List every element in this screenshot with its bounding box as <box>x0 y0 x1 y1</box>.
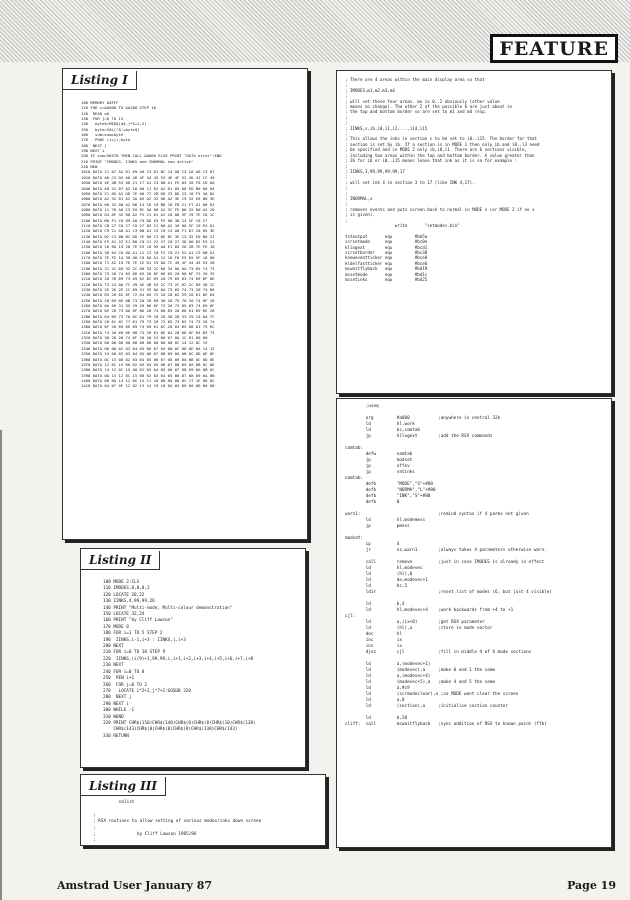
listing-1-box <box>62 68 308 540</box>
asm-bottom-code: ;useq org #a000 ;anywhere in central 32k ld hl,work ld bc,comtab jp kllogext ;add the RSX commands comtab: defw namtab jp modset jp offev jp setinks namtab: defb "MODE","S"+#80 defb "NORMA","L"+#80 defb "INK","S"+#80 defb 0 warn1: ;remind syntax if 4 parms not given ld hl,modemess jp pmess modset: cp 4 jr nz,warn1 ;always takes 4 parameters otherwise warn. call remove ;just in case IMODES is already in effect ld hl,modevec ld (hl),0 ld de,modevec+1 ld bc,5 ldir ;reset list of modes (6, but just 4 visible) ld b,4 ld hl,modevec+4 ;work backwards from +4 to +1 cjl: ld a,(ix+0) ;get RSX parameter ld (hl),a ;store in mode vector dec hl inc ix inc ix djnz cjl ;fill in middle 4 of 6 mode sections ld a,(modevec+1) ld (modevec),a ;make 0 and 1 the same ld a,(modevec+4) ld (modevec+5),a ;make 4 and 5 the same ld a,#c9 ld (scrmodeclear),a ;so MODE wont clear the screen ld a,0 ld (section),a ;initialise section counter ld b,20 cliff: call mcwaitflyback ;sync addition of RSX to known point (ffb) <box>345 404 552 727</box>
listing-3-code: nolist ; ; RSX routines to allow setting of various modes/inks down screen ; ; by Cliff Lawson 1985/86 ; <box>93 800 262 844</box>
magazine-issue: Amstrad User January 87 <box>57 879 213 892</box>
asm-top-code: ; There are 4 areas within the main display area so that ; ; IMODES,m1,m2,m3,m4 ; ; will set these four areas. mx is 0..2 obviously (other value ; means no change). The other 2 of the possible 6 are just about in ; the top and bottom border so are set to m1 and m4 resp. ; ; ; IINKS,s,ib,i0,i1,i2,...,i14,i15 ; ; This allows the inks in section s to be set to i0..i15. The border for that ; section is set by ib. If a section is in MODE 1 then only ib and i0..i3 need ; be specified and in MODE 2 only ib,i0,i1. There are 6 sections visible, ; including two areas within the top and bottom border. A value greater than ; 26 for ib or i0..i15 means leave that ink as it is so for example : ; ; IINKS,3,99,99,99,99,17 ; ; will set ink 4 in section 3 to 17 (like INK 4,17). ; ; ; INORMAL,x ; ; removes events and puts screen back to normal in MODE x (or MODE 2 if no x ; is given). ; write "setmodes.bin" txtoutput equ #bb5a scrsetmode equ #bc0e kllogext equ #bcd1 scrsetborder equ #bc38 kneweventticker equ #bce0 kldelfastticker equ #bce6 mcwaitflyback equ #bd19 mcsetmode equ #bd1c mcsetinks equ #bd25 <box>345 77 540 283</box>
listing-3-title: Listing III <box>81 777 166 796</box>
listing-1-code: 100 MEMORY &9FFF 110 FOR i=&A000 TO &A288 STEP 16 120 READ a$ 130 FOR j=0 TO 15 140 byte$=MID$(a$,j*3+1,2) 150 byte=VAL("&"+byte$) 160 sum=sum+byte 170 POKE (i+j),byte 180 NEXT j 190 NEXT i 200 IF sum=58578 THEN CALL &A000 ELSE PRINT "DATA error":END 210 PRINT "IMODES, IINKS and INORMAL now active" 220 NEW 1010 DATA 21 07 A2 01 09 A0 C3 D1 BC 14 A0 C3 2A A0 C3 07 1020 DATA A0 C3 D5 A0 4D 4F 44 45 53 4E 4F 52 4D 41 CC 49 1030 DATA 4E 4B 53 00 21 17 A1 C3 0B A1 FE 04 28 F6 CD 6A 1040 DATA A0 21 07 A2 16 00 11 02 A2 01 05 00 ED B0 06 04 1050 DATA 21 05 A2 DD 7E 00 77 2B DD 23 DD 23 10 F5 3A 02 1060 DATA A2 32 01 A2 3A 05 A2 32 06 A2 3E C9 32 E0 B0 3E 1070 DATA 00 32 00 A2 06 14 CD 19 BD 10 FB 21 F7 A1 06 81 1080 DATA 11 76 A0 C3 E0 BC 3A 00 A2 3C FE 06 32 00 A2 20 1090 DATA 04 AF 32 00 A2 F5 21 01 A2 16 00 5F 19 7E CD 1C 1100 DATA B0 F1 C0 99 A0 C9 DD E5 FE 06 38 14 5F C0 27 1110 DATA CB 27 C0 27 C0 27 83 21 00 A2 16 00 5F 19 E5 01 1120 DATA C9 21 A0 A1 C3 0B A1 15 C0 C4 A0 F1 D7 20 05 3E 1130 DATA 02 C3 0B BC DD 7E 00 C3 0E BC 3E C3 32 E0 B0 21 1140 DATA E5 A1 22 E1 B0 C9 21 22 47 C0 27 3D 00 D5 E5 21 1150 DATA 16 00 19 20 7E E5 C0 99 A0 E1 D5 20 2B 7E FE 10 1160 DATA 30 04 C0 0A A1 12 13 10 F2 C9 21 52 A1 C3 0B A1 1170 DATA 7E FE 1A 30 06 C0 0A A1 12 18 F6 E5 D5 5F 16 00 1180 DATA 71 A2 19 7E 7E 1E D1 C9 0A 7C 49 4F 44 45 53 20 1190 DATA 31 2C 69 32 2C 60 33 2C 60 34 0A 0A 73 65 74 73 1200 DATA 73 20 74 65 6D 65 20 6F 66 65 20 66 6F 72 20 33 1210 DATA 20 76 69 73 69 62 6C 65 20 75 65 63 74 69 6F 6E 1220 DATA 73 24 0A 7C 49 4E 4B 53 2C 73 2C 62 2C 69 30 2C 1230 DATA 2E 2E 2E 2C 69 31 35 0A 0A 73 65 74 73 20 74 68 1240 DATA 65 20 62 6F 72 64 65 72 20 28 62 29 20 61 6E 64 1250 DATA 20 69 6E 6B 73 20 28 69 30 20 75 70 20 74 6F 20 1260 DATA 0A 69 31 35 29 20 66 6F 72 20 73 65 63 74 69 6F 1270 DATA 6E 20 73 0A 6F 66 20 74 68 65 20 6D 61 69 6E 20 1280 DATA 64 69 73 70 6C 61 79 20 28 30 2D 33 29 24 0A 7C 1290 DATA 20 61 6C 77 61 79 73 20 72 65 73 65 74 73 20 74 1300 DATA 6F 20 69 6E 69 74 69 61 6C 20 64 65 66 61 75 6C 1310 DATA 74 20 69 6E 6B 73 20 61 6E 64 20 6D 6F 64 65 73 1320 DATA 30 20 20 74 6F 20 20 24 00 07 0A 1C 01 00 00 1330 DATA 00 00 00 00 00 00 00 00 00 00 0C 14 12 0C 15 1340 DATA 00 00 02 03 04 05 06 07 04 00 0C 0D 0E 0A 14 12 1350 DATA 15 00 02 03 04 05 06 07 08 09 0A 0B 0C 0D 0E 0F 1360 DATA 0C 15 00 02 03 04 05 06 07 08 09 0A 0B 0C 0D 0E 1370 DATA 12 0C 15 00 02 03 04 05 06 07 08 09 0A 0B 0C 0D 1380 DATA 14 12 0C 15 00 02 03 04 05 06 07 08 09 0A 0B 0C 1390 DATA 0A 14 12 0C 15 00 02 03 04 05 06 07 08 09 0A 0B 1400 DATA 00 0A 14 12 0C 15 11 10 0D 00 0D 0C 17 1E 00 0C 1410 DATA 04 07 0F 12 02 13 14 19 10 0A 03 00 00 00 00 00 <box>81 100 222 389</box>
listing-2-title: Listing II <box>81 551 160 570</box>
asm-bottom-box <box>336 398 612 848</box>
section-label: FEATURE <box>490 34 618 63</box>
listing-1-title: Listing I <box>63 71 137 90</box>
asm-top-box <box>336 70 612 394</box>
page-number: Page 19 <box>567 879 616 892</box>
listing-2-code: 100 MODE 2:CLS 110 IMODES,0,0,0,2 120 LOCATE 20,22 130 IINKS,4,99,99,26 140 PRINT "Multi-mode, Multi-colour demonstration" 150 LOCATE 32,24 160 PRINT "by Cliff Lawson" 170 MODE 0 180 FOR i=1 TO 5 STEP 2 190 IINKS,i-1,i+3 : IINKS,i,i+3 200 NEXT 210 FOR i=0 TO 18 STEP 9 220 IINKS,(i/9)+1,99,99,i,i+1,i+2,i+3,i+4,i+5,i+6,i+7,i+8 230 NEXT 240 FOR i=0 TO 8 250 PEN i+1 260 FOR j=0 TO 2 270 LOCATE i*2+2,j*7+2:GOSUB 320 280 NEXT j 290 NEXT i 300 WHILE -1 310 WEND 320 PRINT CHR$(150)CHR$(140)CHR$(8)CHR$(8)CHR$(10)CHR$(138) CHR$(143)CHR$(8)CHR$(8)CHR$(8)CHR$(138)CHR$(143) 330 RETURN <box>103 580 256 739</box>
listing-3-box <box>80 774 326 846</box>
page-edge-shadow <box>0 430 2 900</box>
listing-2-box <box>80 548 306 768</box>
